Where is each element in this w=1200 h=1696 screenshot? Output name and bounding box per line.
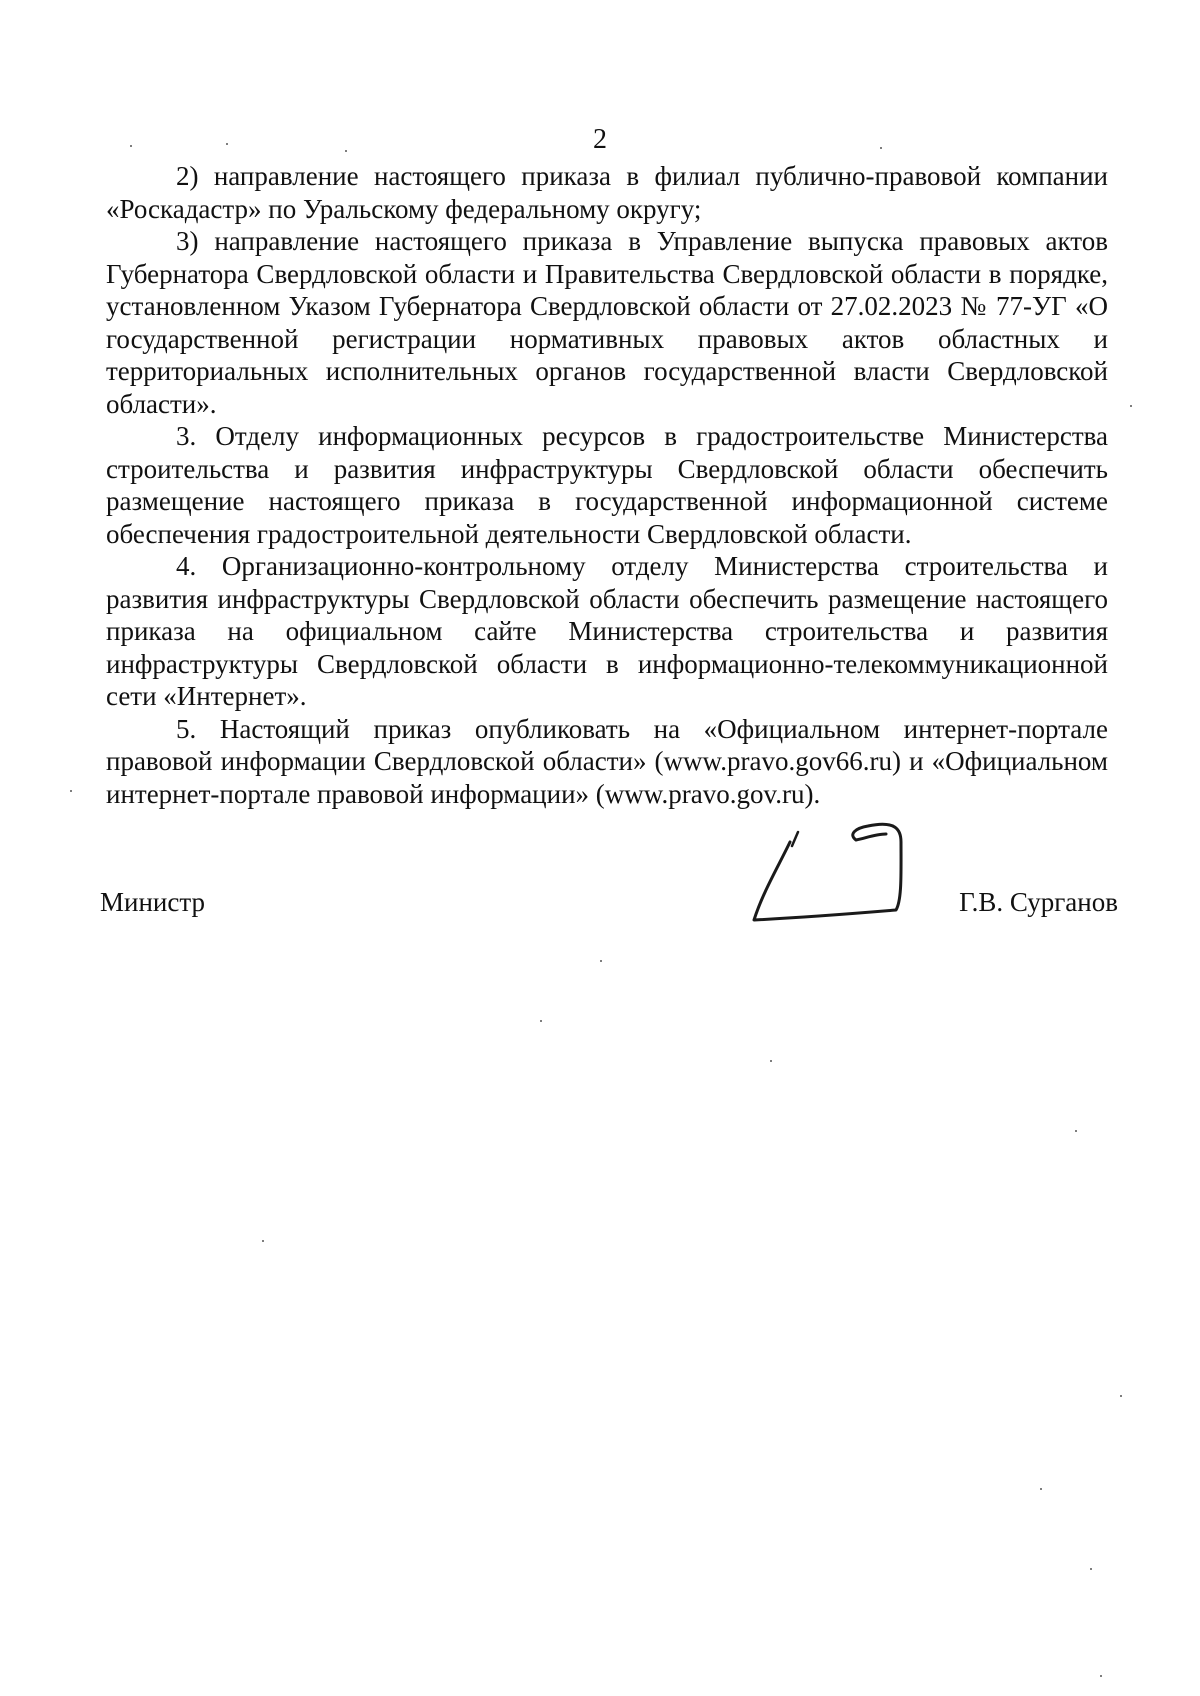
scan-speck [770,1060,772,1062]
signer-name: Г.В. Сурганов [959,887,1118,917]
scan-speck [226,143,228,145]
handwritten-signature [718,812,918,942]
scan-speck [540,1020,542,1022]
scan-speck [1100,1675,1102,1677]
scan-speck [1040,1488,1042,1490]
paragraph-item-3: 3) направление настоящего приказа в Управление выпуска правовых актов Губернатора Свердловской области и Правительства Свердловской области в порядке, установленном Указом Губернатора Свердловской области от 27.02.2023 № 77-УГ «О государственной регистрации нормативных правовых актов областных и территориальных исполнительных органов государственной власти Свердловской области». [106,226,1108,419]
paragraph-clause-5: 5. Настоящий приказ опубликовать на «Официальном интернет-портале правовой информации Свердловской области» (www.pravo.gov66.ru) и «Официальном интернет-портале правовой информации» (www.pravo.gov.ru). [106,713,1108,809]
scan-speck [70,790,72,792]
scan-speck [1130,405,1132,407]
scan-speck [600,960,602,962]
signature-block [100,872,1118,932]
scan-speck [880,147,882,149]
scan-speck [130,145,132,147]
paragraph-item-2: 2) направление настоящего приказа в филиал публично-правовой компании «Роскадастр» по Уральскому федеральному округу; [106,161,1108,224]
scan-speck [1075,1130,1077,1132]
paragraph-clause-3: 3. Отделу информационных ресурсов в градостроительстве Министерства строительства и развития инфраструктуры Свердловской области обеспечить размещение настоящего приказа в государственной информационной системе обеспечения градостроительной деятельности Свердловской области. [106,421,1108,549]
paragraph-clause-4: 4. Организационно-контрольному отделу Министерства строительства и развития инфраструктуры Свердловской области обеспечить размещение настоящего приказа на официальном сайте Министерства строительства и развития инфраструктуры Свердловской области в информационно-телекоммуникационной сети «Интернет». [106,551,1108,711]
signer-position: Министр [100,887,205,917]
scan-speck [262,1240,264,1242]
page-number: 2 [593,124,607,155]
scan-speck [1120,1395,1122,1397]
document-body [106,160,1108,810]
scan-speck [1090,1568,1092,1570]
scan-speck [345,150,347,152]
